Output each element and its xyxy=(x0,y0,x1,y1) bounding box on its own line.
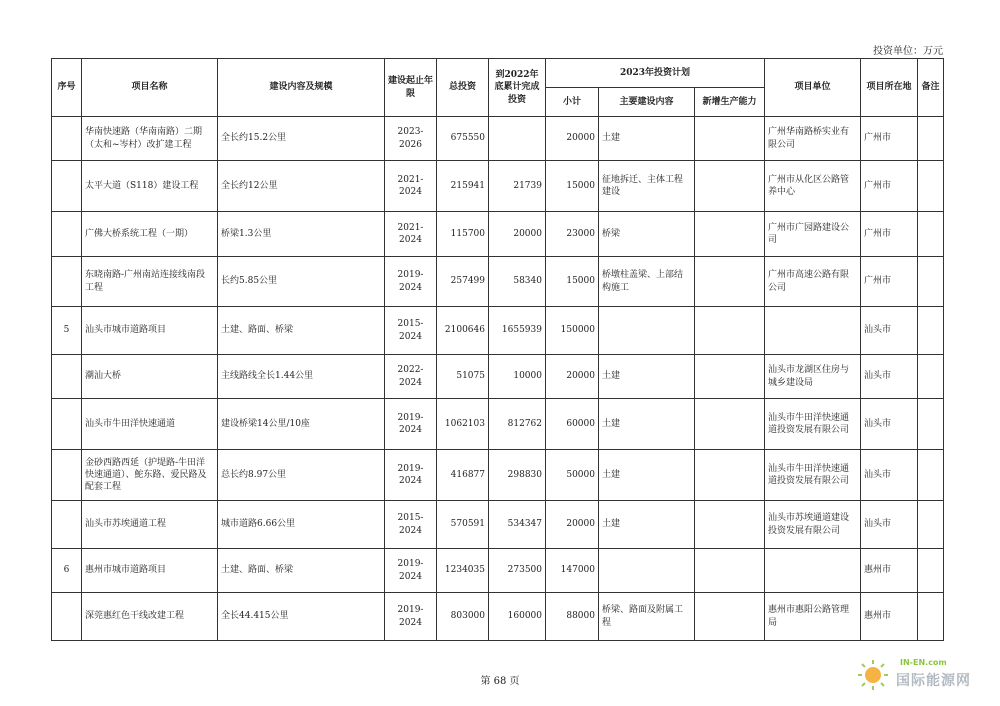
content-cell: 长约5.85公里 xyxy=(218,257,385,307)
total-cell: 803000 xyxy=(437,593,489,641)
remark-cell xyxy=(918,450,944,501)
period-cell: 2019-2024 xyxy=(385,257,437,307)
cumulative-cell: 21739 xyxy=(489,161,546,212)
seq-cell xyxy=(52,117,82,161)
location-cell: 惠州市 xyxy=(861,593,918,641)
watermark-site: IN-EN.com xyxy=(900,658,947,667)
cumulative-cell: 1655939 xyxy=(489,307,546,355)
watermark xyxy=(856,656,986,700)
header-remark: 备注 xyxy=(918,59,944,117)
header-content: 建设内容及规模 xyxy=(218,59,385,117)
content-cell: 土建、路面、桥梁 xyxy=(218,549,385,593)
seq-cell xyxy=(52,212,82,257)
unit-cell xyxy=(765,549,861,593)
capacity-cell xyxy=(695,450,765,501)
total-cell: 215941 xyxy=(437,161,489,212)
unit-cell: 广州市广园路建设公司 xyxy=(765,212,861,257)
location-cell: 惠州市 xyxy=(861,549,918,593)
header-plan-2023: 2023年投资计划 xyxy=(546,59,765,88)
table-row xyxy=(52,399,944,450)
subtotal-cell: 20000 xyxy=(546,117,599,161)
header-total: 总投资 xyxy=(437,59,489,117)
unit-cell: 惠州市惠阳公路管理局 xyxy=(765,593,861,641)
page-number: 第 68 页 xyxy=(480,676,520,687)
total-cell: 1062103 xyxy=(437,399,489,450)
location-cell: 汕头市 xyxy=(861,501,918,549)
unit-cell: 广州市高速公路有限公司 xyxy=(765,257,861,307)
cumulative-cell: 10000 xyxy=(489,355,546,399)
capacity-cell xyxy=(695,593,765,641)
capacity-cell xyxy=(695,399,765,450)
capacity-cell xyxy=(695,212,765,257)
seq-cell xyxy=(52,501,82,549)
period-cell: 2019-2024 xyxy=(385,399,437,450)
cumulative-cell: 160000 xyxy=(489,593,546,641)
location-cell: 汕头市 xyxy=(861,355,918,399)
watermark-name: 国际能源网 xyxy=(896,673,971,689)
capacity-cell xyxy=(695,549,765,593)
total-cell: 675550 xyxy=(437,117,489,161)
cumulative-cell: 298830 xyxy=(489,450,546,501)
total-cell: 1234035 xyxy=(437,549,489,593)
seq-cell xyxy=(52,593,82,641)
location-cell: 广州市 xyxy=(861,161,918,212)
cumulative-cell xyxy=(489,117,546,161)
name-cell: 广佛大桥系统工程（一期） xyxy=(82,212,218,257)
table-row xyxy=(52,450,944,501)
name-cell: 太平大道（S118）建设工程 xyxy=(82,161,218,212)
cumulative-cell: 58340 xyxy=(489,257,546,307)
total-cell: 115700 xyxy=(437,212,489,257)
header-seq: 序号 xyxy=(52,59,82,117)
table-row xyxy=(52,501,944,549)
remark-cell xyxy=(918,257,944,307)
remark-cell xyxy=(918,355,944,399)
main-content-cell: 桥墩柱盖梁、上部结构施工 xyxy=(599,257,695,307)
content-cell: 城市道路6.66公里 xyxy=(218,501,385,549)
subtotal-cell: 150000 xyxy=(546,307,599,355)
subtotal-cell: 20000 xyxy=(546,355,599,399)
content-cell: 全长约12公里 xyxy=(218,161,385,212)
header-new-capacity: 新增生产能力 xyxy=(695,88,765,117)
header-unit: 项目单位 xyxy=(765,59,861,117)
capacity-cell xyxy=(695,307,765,355)
main-content-cell: 土建 xyxy=(599,501,695,549)
unit-cell xyxy=(765,307,861,355)
content-cell: 桥梁1.3公里 xyxy=(218,212,385,257)
table-row xyxy=(52,212,944,257)
table-row xyxy=(52,593,944,641)
seq-cell xyxy=(52,257,82,307)
header-cumulative: 到2022年底累计完成投资 xyxy=(489,59,546,117)
header-subtotal: 小计 xyxy=(546,88,599,117)
table-row xyxy=(52,355,944,399)
cumulative-cell: 273500 xyxy=(489,549,546,593)
investment-table xyxy=(51,58,944,641)
main-content-cell xyxy=(599,307,695,355)
location-cell: 汕头市 xyxy=(861,399,918,450)
header-period: 建设起止年限 xyxy=(385,59,437,117)
period-cell: 2022-2024 xyxy=(385,355,437,399)
seq-cell xyxy=(52,161,82,212)
content-cell: 建设桥梁14公里/10座 xyxy=(218,399,385,450)
name-cell: 深莞惠红色干线改建工程 xyxy=(82,593,218,641)
name-cell: 惠州市城市道路项目 xyxy=(82,549,218,593)
capacity-cell xyxy=(695,257,765,307)
seq-cell: 6 xyxy=(52,549,82,593)
subtotal-cell: 23000 xyxy=(546,212,599,257)
name-cell: 潮汕大桥 xyxy=(82,355,218,399)
name-cell: 东晓南路-广州南站连接线南段工程 xyxy=(82,257,218,307)
name-cell: 汕头市牛田洋快速通道 xyxy=(82,399,218,450)
content-cell: 总长约8.97公里 xyxy=(218,450,385,501)
period-cell: 2023-2026 xyxy=(385,117,437,161)
unit-cell: 广州市从化区公路管养中心 xyxy=(765,161,861,212)
capacity-cell xyxy=(695,355,765,399)
table-row xyxy=(52,307,944,355)
capacity-cell xyxy=(695,117,765,161)
cumulative-cell: 20000 xyxy=(489,212,546,257)
seq-cell xyxy=(52,399,82,450)
table-row xyxy=(52,257,944,307)
subtotal-cell: 60000 xyxy=(546,399,599,450)
seq-cell xyxy=(52,450,82,501)
subtotal-cell: 147000 xyxy=(546,549,599,593)
name-cell: 华南快速路（华南南路）二期（太和~岑村）改扩建工程 xyxy=(82,117,218,161)
location-cell: 广州市 xyxy=(861,212,918,257)
main-content-cell: 土建 xyxy=(599,355,695,399)
remark-cell xyxy=(918,161,944,212)
capacity-cell xyxy=(695,501,765,549)
main-content-cell xyxy=(599,549,695,593)
header-location: 项目所在地 xyxy=(861,59,918,117)
subtotal-cell: 50000 xyxy=(546,450,599,501)
sun-logo-icon xyxy=(856,658,890,692)
cumulative-cell: 534347 xyxy=(489,501,546,549)
period-cell: 2019-2024 xyxy=(385,593,437,641)
main-content-cell: 征地拆迁、主体工程建设 xyxy=(599,161,695,212)
period-cell: 2015-2024 xyxy=(385,501,437,549)
table-row xyxy=(52,549,944,593)
content-cell: 全长约15.2公里 xyxy=(218,117,385,161)
content-cell: 全长44.415公里 xyxy=(218,593,385,641)
name-cell: 金砂西路西延（护堤路-牛田洋快速通道）、鮀东路、爱民路及配套工程 xyxy=(82,450,218,501)
remark-cell xyxy=(918,307,944,355)
subtotal-cell: 15000 xyxy=(546,257,599,307)
subtotal-cell: 20000 xyxy=(546,501,599,549)
capacity-cell xyxy=(695,161,765,212)
content-cell: 主线路线全长1.44公里 xyxy=(218,355,385,399)
period-cell: 2019-2024 xyxy=(385,549,437,593)
remark-cell xyxy=(918,501,944,549)
main-content-cell: 土建 xyxy=(599,117,695,161)
seq-cell: 5 xyxy=(52,307,82,355)
main-content-cell: 桥梁 xyxy=(599,212,695,257)
unit-note: 投资单位：万元 xyxy=(873,46,943,57)
name-cell: 汕头市苏埃通道工程 xyxy=(82,501,218,549)
remark-cell xyxy=(918,212,944,257)
main-content-cell: 土建 xyxy=(599,399,695,450)
seq-cell xyxy=(52,355,82,399)
subtotal-cell: 88000 xyxy=(546,593,599,641)
table-row xyxy=(52,117,944,161)
unit-cell: 汕头市苏埃通道建设投资发展有限公司 xyxy=(765,501,861,549)
total-cell: 416877 xyxy=(437,450,489,501)
remark-cell xyxy=(918,117,944,161)
location-cell: 汕头市 xyxy=(861,307,918,355)
period-cell: 2019-2024 xyxy=(385,450,437,501)
subtotal-cell: 15000 xyxy=(546,161,599,212)
name-cell: 汕头市城市道路项目 xyxy=(82,307,218,355)
unit-cell: 汕头市牛田洋快速通道投资发展有限公司 xyxy=(765,450,861,501)
cumulative-cell: 812762 xyxy=(489,399,546,450)
location-cell: 广州市 xyxy=(861,257,918,307)
period-cell: 2021-2024 xyxy=(385,212,437,257)
content-cell: 土建、路面、桥梁 xyxy=(218,307,385,355)
unit-cell: 广州华南路桥实业有限公司 xyxy=(765,117,861,161)
table-row xyxy=(52,161,944,212)
remark-cell xyxy=(918,593,944,641)
remark-cell xyxy=(918,549,944,593)
total-cell: 570591 xyxy=(437,501,489,549)
total-cell: 51075 xyxy=(437,355,489,399)
unit-cell: 汕头市牛田洋快速通道投资发展有限公司 xyxy=(765,399,861,450)
total-cell: 2100646 xyxy=(437,307,489,355)
total-cell: 257499 xyxy=(437,257,489,307)
header-main-content: 主要建设内容 xyxy=(599,88,695,117)
location-cell: 汕头市 xyxy=(861,450,918,501)
period-cell: 2021-2024 xyxy=(385,161,437,212)
period-cell: 2015-2024 xyxy=(385,307,437,355)
main-content-cell: 桥梁、路面及附属工程 xyxy=(599,593,695,641)
header-name: 项目名称 xyxy=(82,59,218,117)
unit-cell: 汕头市龙湖区住房与城乡建设局 xyxy=(765,355,861,399)
remark-cell xyxy=(918,399,944,450)
location-cell: 广州市 xyxy=(861,117,918,161)
main-content-cell: 土建 xyxy=(599,450,695,501)
